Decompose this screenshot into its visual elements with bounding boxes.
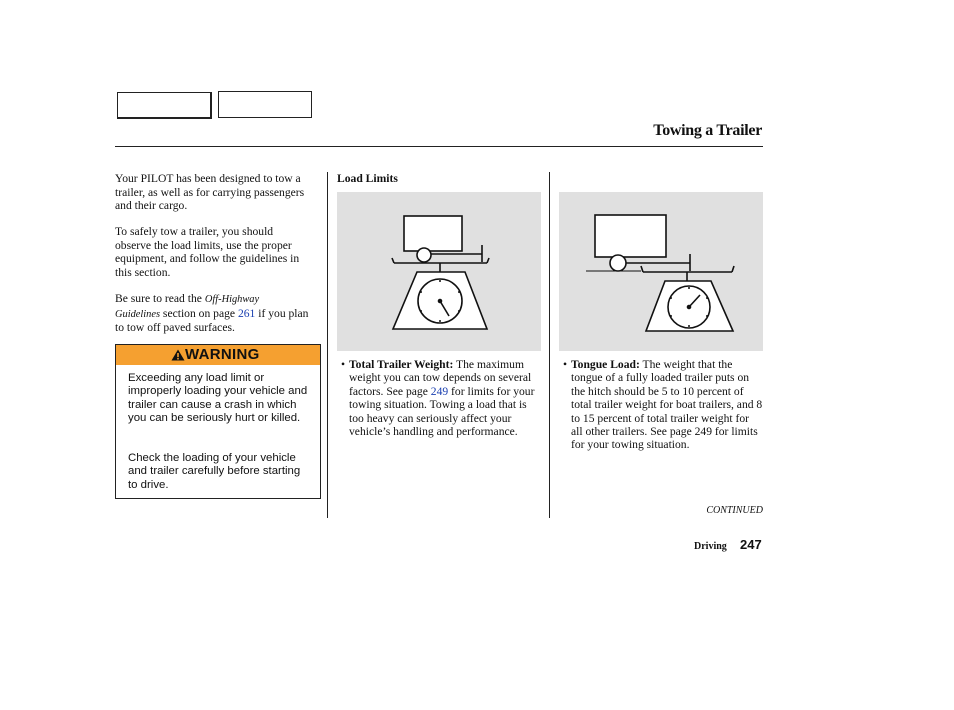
page-link-261[interactable]: 261 bbox=[237, 306, 256, 320]
intro-paragraph-3: Be sure to read the Off-Highway Guidelines section on page 261 if you plan to tow off paved surfaces. bbox=[115, 292, 309, 334]
tongue-load-item: • Tongue Load: The weight that the tongue of a fully loaded trailer puts on the hitch should be 5 to 10 percent of total trailer weight for boat trailers, and 8 to 15 percent of total trailer weight for all other trailers. See page 249 for limits for your towing situation. bbox=[563, 358, 763, 452]
total-trailer-weight-item: • Total Trailer Weight: The maximum weight you can tow depends on several factors. See page 249 for limits for your towing situation. Towing a load that is too heavy can seriously affect your vehicle’s handling and performance. bbox=[341, 358, 535, 439]
section-tab-1[interactable] bbox=[117, 92, 212, 119]
guide-title-line1: Off-Highway bbox=[204, 294, 260, 305]
warning-box bbox=[115, 344, 321, 499]
warning-header bbox=[116, 345, 320, 365]
total-weight-figure bbox=[337, 192, 541, 351]
page-title: Towing a Trailer bbox=[653, 122, 762, 139]
tongue-on-scale-illustration bbox=[559, 192, 763, 351]
warning-triangle-icon bbox=[171, 349, 185, 361]
guide-title-line2: Guidelines bbox=[115, 308, 161, 320]
column-divider-left bbox=[327, 172, 328, 518]
trailer-on-scale-illustration bbox=[337, 192, 541, 351]
bullet-term: Tongue Load: bbox=[571, 358, 640, 371]
warning-text-2: Check the loading of your vehicle and trailer carefully before starting to drive. bbox=[128, 452, 301, 491]
header-rule bbox=[115, 146, 763, 147]
page-link-249[interactable]: 249 bbox=[430, 384, 449, 398]
load-limits-heading: Load Limits bbox=[337, 172, 398, 185]
bullet-term: Total Trailer Weight: bbox=[349, 358, 454, 371]
tongue-load-figure bbox=[559, 192, 763, 351]
intro-paragraph-1: Your PILOT has been designed to tow a trailer, as well as for carrying passengers and their cargo. bbox=[115, 172, 305, 212]
section-tab-2[interactable] bbox=[218, 91, 312, 118]
intro-paragraph-2: To safely tow a trailer, you should observe the load limits, use the proper equipment, and follow the guidelines in this section. bbox=[115, 225, 300, 279]
section-label: Driving bbox=[694, 541, 727, 552]
bullet-dot: • bbox=[341, 358, 346, 371]
page-number: 247 bbox=[740, 537, 762, 552]
column-divider-right bbox=[549, 172, 550, 518]
warning-text-1: Exceeding any load limit or improperly loading your vehicle and trailer can cause a crash in which you can be seriously hurt or killed. bbox=[128, 372, 308, 425]
bullet-dot: • bbox=[563, 358, 568, 371]
warning-label: WARNING bbox=[185, 346, 260, 363]
continued-label: CONTINUED bbox=[706, 505, 763, 516]
